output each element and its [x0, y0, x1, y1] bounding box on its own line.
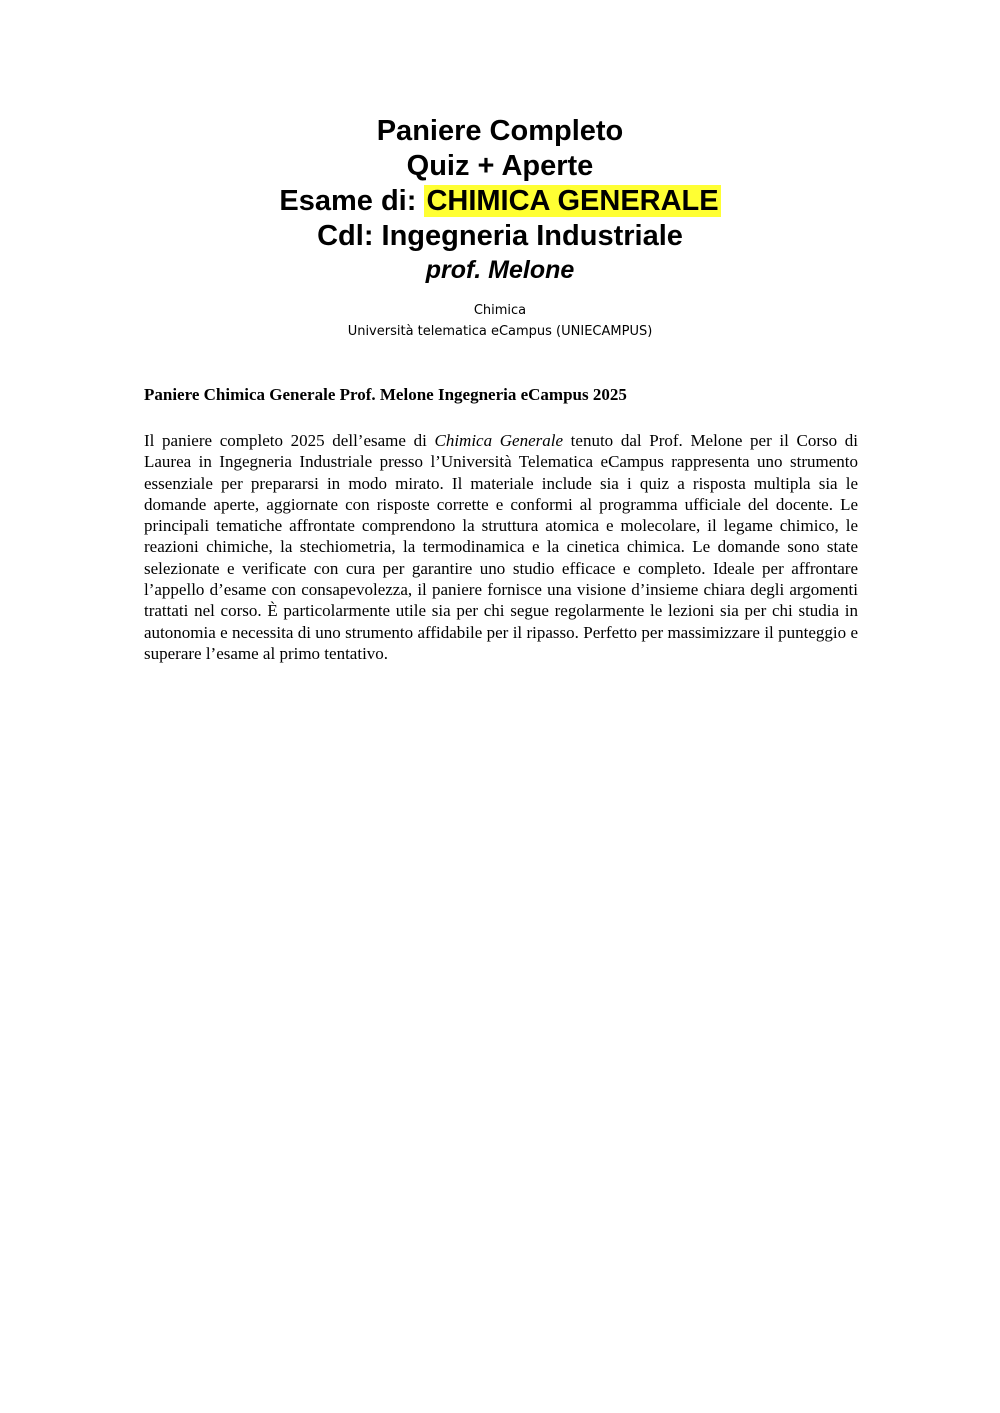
- university-label: Università telematica eCampus (UNIECAMPUS): [347, 324, 653, 339]
- title-line-2: Quiz + Aperte: [406, 150, 594, 182]
- title-line-1: Paniere Completo: [376, 115, 624, 147]
- title-line-4: Cdl: Ingegneria Industriale: [317, 220, 683, 252]
- document-meta: [0, 300, 1000, 342]
- document-title: [0, 114, 1000, 286]
- body-text-course-italic: Chimica Generale: [434, 431, 564, 450]
- body-text-start: Il paniere completo 2025 dell’esame di: [144, 431, 435, 450]
- body-text-rest: tenuto dal Prof. Melone per il Corso di Laurea in Ingegneria Industriale presso l’Università Telematica eCampus rappresenta uno strumento essenziale per prepararsi in modo mirato. Il materiale include sia i quiz a risposta multipla sia le domande aperte, aggiornate con risposte corrette e conformi al programma ufficiale del docente. Le principali tematiche affrontate comprendono la struttura atomica e molecolare, il legame chimico, le reazioni chimiche, la stechiometria, la termodinamica e la cinetica chimica. Le domande sono state selezionate e verificate con cura per garantire uno studio efficace e completo. Ideale per affrontare l’appello d’esame con consapevolezza, il paniere fornisce una visione d’insieme chiara degli argomenti trattati nel corso. È particolarmente utile sia per chi segue regolarmente le lezioni sia per chi studia in autonomia e necessita di uno strumento affidabile per il ripasso. Perfetto per massimizzare il punteggio e superare l’esame al primo tentativo.: [144, 431, 858, 663]
- exam-label: Esame di:: [279, 185, 425, 217]
- subject-label: Chimica: [473, 303, 527, 318]
- exam-name-highlight: CHIMICA GENERALE: [426, 185, 719, 217]
- professor-name: prof. Melone: [425, 256, 575, 284]
- body-paragraph: [144, 430, 858, 664]
- section-heading: Paniere Chimica Generale Prof. Melone Ingegneria eCampus 2025: [144, 385, 627, 404]
- title-line-3: [0, 184, 1000, 219]
